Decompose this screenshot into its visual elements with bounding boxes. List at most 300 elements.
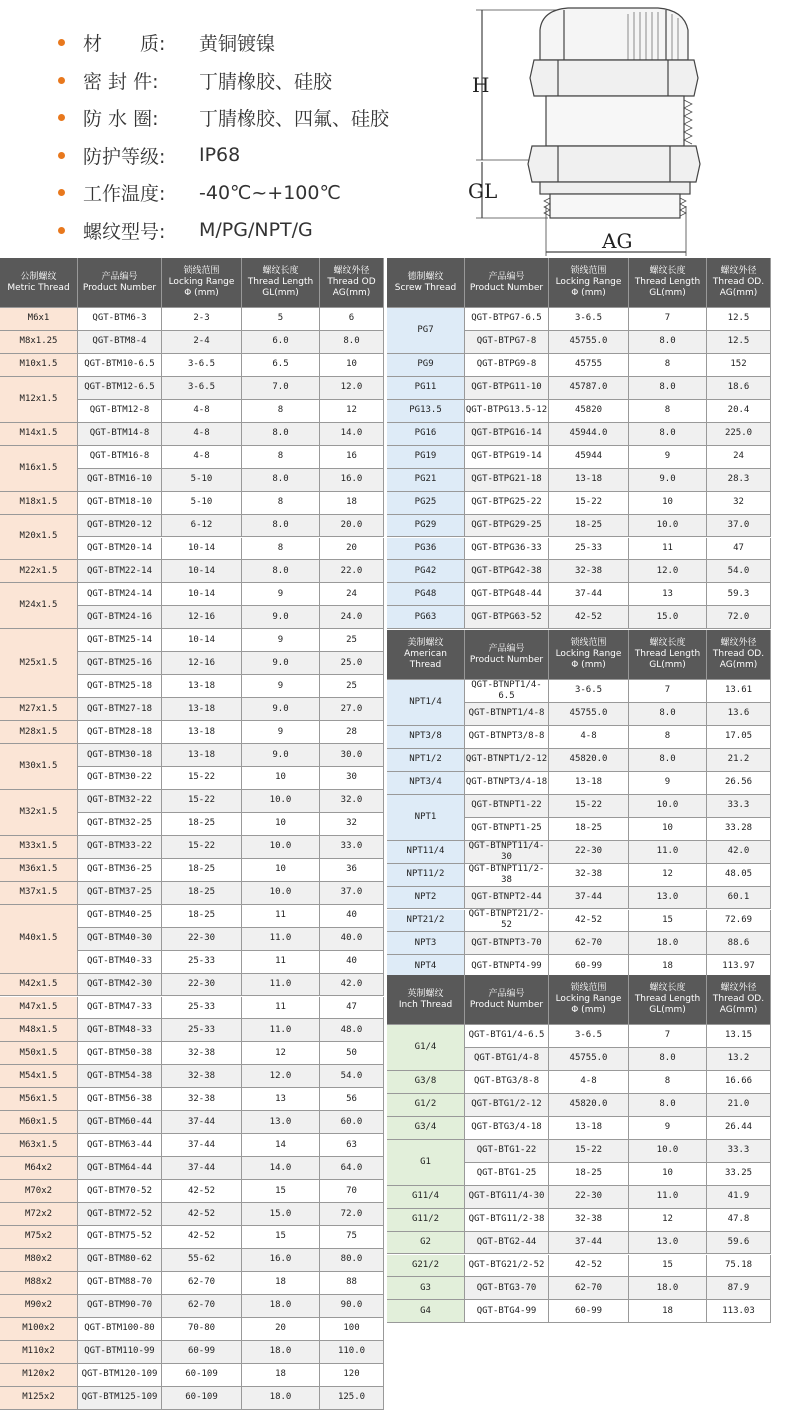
metric-data-cell: 10	[242, 767, 320, 790]
metric-data-cell: 8.0	[242, 560, 320, 583]
metric-data-cell: 13	[242, 1088, 320, 1111]
g-header-cell	[549, 975, 629, 1025]
npt-data-cell: 32-38	[549, 864, 629, 887]
metric-spec-cell: M125x2	[0, 1387, 78, 1410]
metric-data-cell: 10-14	[162, 560, 242, 583]
metric-data-cell: 15	[242, 1180, 320, 1203]
g-data-cell: 4-8	[549, 1071, 629, 1094]
metric-data-cell: QGT-BTM125-109	[78, 1387, 162, 1410]
header-text: AG(mm)	[719, 660, 758, 670]
metric-data-cell: 40	[320, 951, 384, 974]
metric-data-cell: 7.0	[242, 377, 320, 400]
pg-data-cell: 54.0	[707, 560, 771, 583]
metric-data-cell: QGT-BTM54-38	[78, 1065, 162, 1088]
pg-data-cell: 8	[629, 400, 707, 423]
header-text: Locking Range	[168, 277, 235, 287]
metric-data-cell: QGT-BTM33-22	[78, 836, 162, 859]
npt-data-cell: 8	[629, 726, 707, 749]
npt-header-cell	[465, 630, 549, 680]
pg-data-cell: 45944	[549, 446, 629, 469]
header-text: Thread Length	[247, 277, 314, 287]
g-spec-cell: G1	[387, 1140, 465, 1186]
metric-data-cell: QGT-BTM40-30	[78, 928, 162, 951]
metric-data-cell: 13-18	[162, 675, 242, 698]
npt-data-cell: 33.28	[707, 818, 771, 841]
bullet-icon	[58, 39, 65, 46]
metric-spec-cell: M90x2	[0, 1295, 78, 1318]
g-spec-cell: G1/2	[387, 1094, 465, 1117]
metric-data-cell: 6	[320, 308, 384, 331]
pg-header-cell	[549, 258, 629, 308]
g-data-cell: 12	[629, 1209, 707, 1232]
metric-data-cell: 25	[320, 629, 384, 652]
metric-data-cell: 64.0	[320, 1157, 384, 1180]
metric-data-cell: 25-33	[162, 951, 242, 974]
pg-data-cell: 12.5	[707, 331, 771, 354]
metric-data-cell: QGT-BTM100-80	[78, 1318, 162, 1341]
metric-spec-cell: M22x1.5	[0, 560, 78, 583]
header-text: Locking Range	[555, 994, 622, 1004]
pg-spec-cell: PG16	[387, 423, 465, 446]
npt-spec-cell: NPT1/4	[387, 680, 465, 726]
spec-label: 防护等级:	[83, 145, 166, 168]
pg-data-cell: 15.0	[629, 606, 707, 629]
metric-data-cell: 15.0	[242, 1203, 320, 1226]
metric-data-cell: QGT-BTM40-25	[78, 905, 162, 928]
g-data-cell: QGT-BTG1/4-6.5	[465, 1025, 549, 1048]
pg-data-cell: QGT-BTPG11-10	[465, 377, 549, 400]
g-data-cell: 113.03	[707, 1300, 771, 1323]
pg-data-cell: 32	[707, 492, 771, 515]
header-text: Thread Length	[634, 994, 701, 1004]
metric-data-cell: 22-30	[162, 974, 242, 997]
g-data-cell: 26.44	[707, 1117, 771, 1140]
metric-data-cell: 10.0	[242, 790, 320, 813]
metric-data-cell: QGT-BTM37-25	[78, 882, 162, 905]
metric-spec-cell: M120x2	[0, 1364, 78, 1387]
metric-data-cell: 30.0	[320, 744, 384, 767]
g-data-cell: QGT-BTG3/8-8	[465, 1071, 549, 1094]
spec-seal	[58, 62, 458, 100]
g-data-cell: QGT-BTG1/4-8	[465, 1048, 549, 1071]
ag-dimension-label: AG	[602, 229, 633, 253]
header-text: Thread Length	[634, 649, 701, 659]
metric-data-cell: 14	[242, 1134, 320, 1157]
metric-data-cell: 12	[320, 400, 384, 423]
metric-spec-cell: M72x2	[0, 1203, 78, 1226]
npt-data-cell: 11.0	[629, 841, 707, 864]
metric-data-cell: 88	[320, 1272, 384, 1295]
metric-data-cell: 8.0	[242, 423, 320, 446]
spec-value: M/PG/NPT/G	[199, 219, 313, 242]
metric-data-cell: 12.0	[320, 377, 384, 400]
metric-data-cell: 55-62	[162, 1249, 242, 1272]
metric-data-cell: QGT-BTM6-3	[78, 308, 162, 331]
header-text: Screw Thread	[394, 282, 457, 293]
metric-data-cell: QGT-BTM25-16	[78, 652, 162, 675]
npt-data-cell: 33.3	[707, 795, 771, 818]
npt-data-cell: 4-8	[549, 726, 629, 749]
spec-list	[58, 24, 458, 249]
metric-spec-cell: M75x2	[0, 1226, 78, 1249]
pg-data-cell: 45787.0	[549, 377, 629, 400]
metric-spec-cell: M40x1.5	[0, 905, 78, 974]
pg-spec-cell: PG13.5	[387, 400, 465, 423]
pg-data-cell: 28.3	[707, 469, 771, 492]
metric-data-cell: QGT-BTM32-25	[78, 813, 162, 836]
header-text: Product Number	[82, 282, 157, 293]
g-data-cell: 59.6	[707, 1232, 771, 1255]
pg-data-cell: 45820	[549, 400, 629, 423]
metric-data-cell: 10	[242, 859, 320, 882]
metric-spec-cell: M6x1	[0, 308, 78, 331]
npt-data-cell: 45820.0	[549, 749, 629, 772]
metric-data-cell: QGT-BTM20-12	[78, 515, 162, 538]
metric-spec-cell: M110x2	[0, 1341, 78, 1364]
metric-data-cell: 22.0	[320, 560, 384, 583]
metric-data-cell: 11	[242, 905, 320, 928]
pg-data-cell: 225.0	[707, 423, 771, 446]
pg-data-cell: QGT-BTPG36-33	[465, 538, 549, 561]
metric-data-cell: QGT-BTM32-22	[78, 790, 162, 813]
metric-spec-cell: M16x1.5	[0, 446, 78, 492]
metric-data-cell: QGT-BTM42-30	[78, 974, 162, 997]
metric-data-cell: 120	[320, 1364, 384, 1387]
npt-spec-cell: NPT11/4	[387, 841, 465, 864]
metric-data-cell: 42-52	[162, 1180, 242, 1203]
metric-data-cell: 5-10	[162, 469, 242, 492]
metric-data-cell: 15-22	[162, 790, 242, 813]
metric-data-cell: QGT-BTM10-6.5	[78, 354, 162, 377]
metric-data-cell: 30	[320, 767, 384, 790]
metric-data-cell: 11.0	[242, 974, 320, 997]
npt-data-cell: 13-18	[549, 772, 629, 795]
metric-data-cell: 9.0	[242, 652, 320, 675]
metric-data-cell: 24	[320, 583, 384, 606]
spec-material	[58, 24, 458, 62]
npt-data-cell: QGT-BTNPT1/4-6.5	[465, 680, 549, 703]
pg-data-cell: 8.0	[629, 377, 707, 400]
metric-data-cell: QGT-BTM120-109	[78, 1364, 162, 1387]
metric-data-cell: 11	[242, 997, 320, 1020]
npt-data-cell: QGT-BTNPT11/4-30	[465, 841, 549, 864]
metric-spec-cell: M70x2	[0, 1180, 78, 1203]
header-text: AG(mm)	[332, 288, 371, 298]
pg-data-cell: 9.0	[629, 469, 707, 492]
g-data-cell: 8.0	[629, 1094, 707, 1117]
metric-spec-cell: M56x1.5	[0, 1088, 78, 1111]
metric-spec-cell: M10x1.5	[0, 354, 78, 377]
metric-data-cell: 37.0	[320, 882, 384, 905]
npt-data-cell: 3-6.5	[549, 680, 629, 703]
metric-data-cell: QGT-BTM88-70	[78, 1272, 162, 1295]
metric-spec-cell: M30x1.5	[0, 744, 78, 790]
pg-spec-cell: PG7	[387, 308, 465, 354]
npt-data-cell: 22-30	[549, 841, 629, 864]
g-data-cell: 87.9	[707, 1277, 771, 1300]
metric-data-cell: QGT-BTM64-44	[78, 1157, 162, 1180]
metric-data-cell: 62-70	[162, 1272, 242, 1295]
metric-data-cell: 32	[320, 813, 384, 836]
pg-spec-cell: PG9	[387, 354, 465, 377]
metric-spec-cell: M48x1.5	[0, 1019, 78, 1042]
pg-data-cell: 37.0	[707, 515, 771, 538]
metric-data-cell: 9.0	[242, 606, 320, 629]
metric-spec-cell: M80x2	[0, 1249, 78, 1272]
pg-data-cell: 25-33	[549, 538, 629, 561]
npt-data-cell: QGT-BTNPT3/8-8	[465, 726, 549, 749]
metric-data-cell: 9	[242, 629, 320, 652]
header-text: Product Number	[469, 999, 544, 1010]
metric-data-cell: 18.0	[242, 1341, 320, 1364]
g-data-cell: 13-18	[549, 1117, 629, 1140]
metric-data-cell: 18.0	[242, 1387, 320, 1410]
npt-data-cell: QGT-BTNPT3/4-18	[465, 772, 549, 795]
metric-data-cell: QGT-BTM24-16	[78, 606, 162, 629]
g-data-cell: 9	[629, 1117, 707, 1140]
metric-data-cell: 5	[242, 308, 320, 331]
metric-data-cell: 62-70	[162, 1295, 242, 1318]
pg-data-cell: 59.3	[707, 583, 771, 606]
metric-data-cell: 18-25	[162, 859, 242, 882]
metric-header-cell	[0, 258, 78, 308]
metric-data-cell: 40	[320, 905, 384, 928]
npt-data-cell: 37-44	[549, 887, 629, 910]
metric-spec-cell: M20x1.5	[0, 515, 78, 561]
header-text: 德制螺纹	[407, 271, 444, 282]
header-text: GL(mm)	[649, 1005, 686, 1015]
npt-data-cell: 18-25	[549, 818, 629, 841]
metric-data-cell: 9	[242, 721, 320, 744]
header-text: American Thread	[404, 649, 447, 670]
metric-data-cell: QGT-BTM56-38	[78, 1088, 162, 1111]
header-text: GL(mm)	[649, 288, 686, 298]
header-text: 螺纹外径	[720, 983, 757, 993]
pg-data-cell: QGT-BTPG29-25	[465, 515, 549, 538]
metric-data-cell: 6.0	[242, 331, 320, 354]
metric-data-cell: 42-52	[162, 1226, 242, 1249]
metric-spec-cell: M50x1.5	[0, 1042, 78, 1065]
metric-data-cell: 3-6.5	[162, 354, 242, 377]
metric-data-cell: QGT-BTM110-99	[78, 1341, 162, 1364]
g-data-cell: 13.0	[629, 1232, 707, 1255]
npt-data-cell: 60.1	[707, 887, 771, 910]
metric-data-cell: 11	[242, 951, 320, 974]
g-data-cell: QGT-BTG4-99	[465, 1300, 549, 1323]
header-text: 美制螺纹	[407, 638, 444, 648]
npt-header-cell	[707, 630, 771, 680]
g-spec-cell: G1/4	[387, 1025, 465, 1071]
metric-data-cell: 6-12	[162, 515, 242, 538]
spec-value: 黄铜镀镍	[199, 33, 276, 56]
header-text: Φ (mm)	[571, 1005, 606, 1015]
metric-data-cell: 25.0	[320, 652, 384, 675]
metric-data-cell: 10.0	[242, 882, 320, 905]
pg-data-cell: 24	[707, 446, 771, 469]
npt-data-cell: 8.0	[629, 749, 707, 772]
g-header-cell	[387, 975, 465, 1025]
bullet-icon	[58, 114, 65, 121]
header-text: 螺纹外径	[333, 266, 370, 276]
metric-data-cell: 25-33	[162, 997, 242, 1020]
header-text: Thread OD.	[712, 649, 765, 659]
npt-data-cell: 21.2	[707, 749, 771, 772]
npt-data-cell: 15	[629, 910, 707, 933]
metric-data-cell: QGT-BTM12-6.5	[78, 377, 162, 400]
header-text: 锁线范围	[183, 266, 220, 276]
npt-data-cell: 60-99	[549, 955, 629, 978]
npt-data-cell: QGT-BTNPT21/2-52	[465, 910, 549, 933]
metric-data-cell: 18	[242, 1272, 320, 1295]
pg-data-cell: QGT-BTPG13.5-12	[465, 400, 549, 423]
g-spec-cell: G3/8	[387, 1071, 465, 1094]
spec-temperature	[58, 174, 458, 212]
pg-data-cell: 7	[629, 308, 707, 331]
metric-data-cell: 15-22	[162, 767, 242, 790]
metric-data-cell: 8	[242, 492, 320, 515]
metric-data-cell: 13-18	[162, 721, 242, 744]
pg-data-cell: 37-44	[549, 583, 629, 606]
metric-data-cell: 13.0	[242, 1111, 320, 1134]
metric-data-cell: QGT-BTM30-18	[78, 744, 162, 767]
metric-data-cell: 8	[242, 538, 320, 561]
metric-data-cell: QGT-BTM20-14	[78, 538, 162, 561]
g-data-cell: 3-6.5	[549, 1025, 629, 1048]
g-spec-cell: G3/4	[387, 1117, 465, 1140]
spec-label: 螺纹型号:	[83, 220, 166, 243]
g-spec-cell: G2	[387, 1232, 465, 1255]
g-data-cell: 7	[629, 1025, 707, 1048]
npt-data-cell: 13.0	[629, 887, 707, 910]
metric-data-cell: 50	[320, 1042, 384, 1065]
metric-data-cell: 32-38	[162, 1088, 242, 1111]
npt-data-cell: QGT-BTNPT3-70	[465, 932, 549, 955]
header-text: 螺纹外径	[720, 638, 757, 648]
pg-data-cell: QGT-BTPG16-14	[465, 423, 549, 446]
g-data-cell: QGT-BTG1-25	[465, 1163, 549, 1186]
metric-data-cell: QGT-BTM72-52	[78, 1203, 162, 1226]
metric-data-cell: 13-18	[162, 744, 242, 767]
g-header-cell	[629, 975, 707, 1025]
metric-data-cell: 33.0	[320, 836, 384, 859]
pg-header-cell	[629, 258, 707, 308]
header-text: Product Number	[469, 282, 544, 293]
metric-data-cell: QGT-BTM28-18	[78, 721, 162, 744]
metric-spec-cell: M32x1.5	[0, 790, 78, 836]
g-header-cell	[707, 975, 771, 1025]
metric-spec-cell: M27x1.5	[0, 698, 78, 721]
npt-data-cell: 18.0	[629, 932, 707, 955]
metric-spec-cell: M100x2	[0, 1318, 78, 1341]
header-text: 产品编号	[101, 271, 138, 282]
spec-oring	[58, 99, 458, 137]
metric-data-cell: 10-14	[162, 629, 242, 652]
metric-data-cell: 8.0	[242, 515, 320, 538]
pg-data-cell: 45944.0	[549, 423, 629, 446]
pg-spec-cell: PG63	[387, 606, 465, 629]
pg-data-cell: QGT-BTPG9-8	[465, 354, 549, 377]
npt-data-cell: 7	[629, 680, 707, 703]
metric-data-cell: 60-109	[162, 1364, 242, 1387]
header-text: 公制螺纹	[20, 271, 57, 282]
pg-data-cell: QGT-BTPG25-22	[465, 492, 549, 515]
metric-data-cell: 11.0	[242, 928, 320, 951]
pg-data-cell: 45755	[549, 354, 629, 377]
metric-data-cell: QGT-BTM27-18	[78, 698, 162, 721]
metric-data-cell: 72.0	[320, 1203, 384, 1226]
pg-data-cell: 72.0	[707, 606, 771, 629]
pg-data-cell: 13-18	[549, 469, 629, 492]
npt-spec-cell: NPT21/2	[387, 910, 465, 933]
metric-data-cell: QGT-BTM48-33	[78, 1019, 162, 1042]
metric-data-cell: 8.0	[320, 331, 384, 354]
npt-spec-cell: NPT4	[387, 955, 465, 978]
metric-data-cell: QGT-BTM30-22	[78, 767, 162, 790]
header-text: Φ (mm)	[184, 288, 219, 298]
g-header-cell	[465, 975, 549, 1025]
metric-data-cell: 16.0	[320, 469, 384, 492]
header-text: 产品编号	[488, 271, 525, 282]
metric-data-cell: 60.0	[320, 1111, 384, 1134]
cable-gland-drawing	[458, 0, 790, 258]
npt-data-cell: 10	[629, 818, 707, 841]
metric-data-cell: 63	[320, 1134, 384, 1157]
npt-spec-cell: NPT3	[387, 932, 465, 955]
npt-data-cell: 18	[629, 955, 707, 978]
npt-data-cell: 42.0	[707, 841, 771, 864]
metric-data-cell: 4-8	[162, 446, 242, 469]
spec-protection	[58, 137, 458, 175]
header-text: Φ (mm)	[571, 288, 606, 298]
header-text: 螺纹长度	[649, 266, 686, 276]
metric-data-cell: 15	[242, 1226, 320, 1249]
metric-data-cell: 2-4	[162, 331, 242, 354]
g-data-cell: 8.0	[629, 1048, 707, 1071]
metric-data-cell: 16	[320, 446, 384, 469]
metric-data-cell: QGT-BTM8-4	[78, 331, 162, 354]
g-data-cell: QGT-BTG1/2-12	[465, 1094, 549, 1117]
npt-data-cell: QGT-BTNPT1/4-8	[465, 703, 549, 726]
gl-dimension-label: GL	[468, 179, 498, 203]
metric-data-cell: 32-38	[162, 1042, 242, 1065]
metric-data-cell: 4-8	[162, 400, 242, 423]
g-data-cell: 33.3	[707, 1140, 771, 1163]
metric-data-cell: 20	[320, 538, 384, 561]
g-data-cell: QGT-BTG11/4-30	[465, 1186, 549, 1209]
metric-spec-cell: M14x1.5	[0, 423, 78, 446]
npt-data-cell: QGT-BTNPT2-44	[465, 887, 549, 910]
spec-value: 丁腈橡胶、四氟、硅胶	[199, 108, 390, 131]
header-text: Thread OD	[327, 277, 376, 287]
header-text: GL(mm)	[262, 288, 299, 298]
metric-data-cell: 47	[320, 997, 384, 1020]
npt-data-cell: QGT-BTNPT1-25	[465, 818, 549, 841]
header-text: 螺纹长度	[262, 266, 299, 276]
g-data-cell: 32-38	[549, 1209, 629, 1232]
metric-data-cell: 8	[242, 400, 320, 423]
metric-header-cell	[78, 258, 162, 308]
metric-data-cell: QGT-BTM70-52	[78, 1180, 162, 1203]
metric-data-cell: QGT-BTM80-62	[78, 1249, 162, 1272]
pg-header-cell	[465, 258, 549, 308]
npt-data-cell: 17.05	[707, 726, 771, 749]
metric-data-cell: 13-18	[162, 698, 242, 721]
metric-data-cell: 8.0	[242, 469, 320, 492]
metric-data-cell: 80.0	[320, 1249, 384, 1272]
pg-data-cell: 3-6.5	[549, 308, 629, 331]
metric-data-cell: 10-14	[162, 538, 242, 561]
metric-data-cell: 10	[320, 354, 384, 377]
